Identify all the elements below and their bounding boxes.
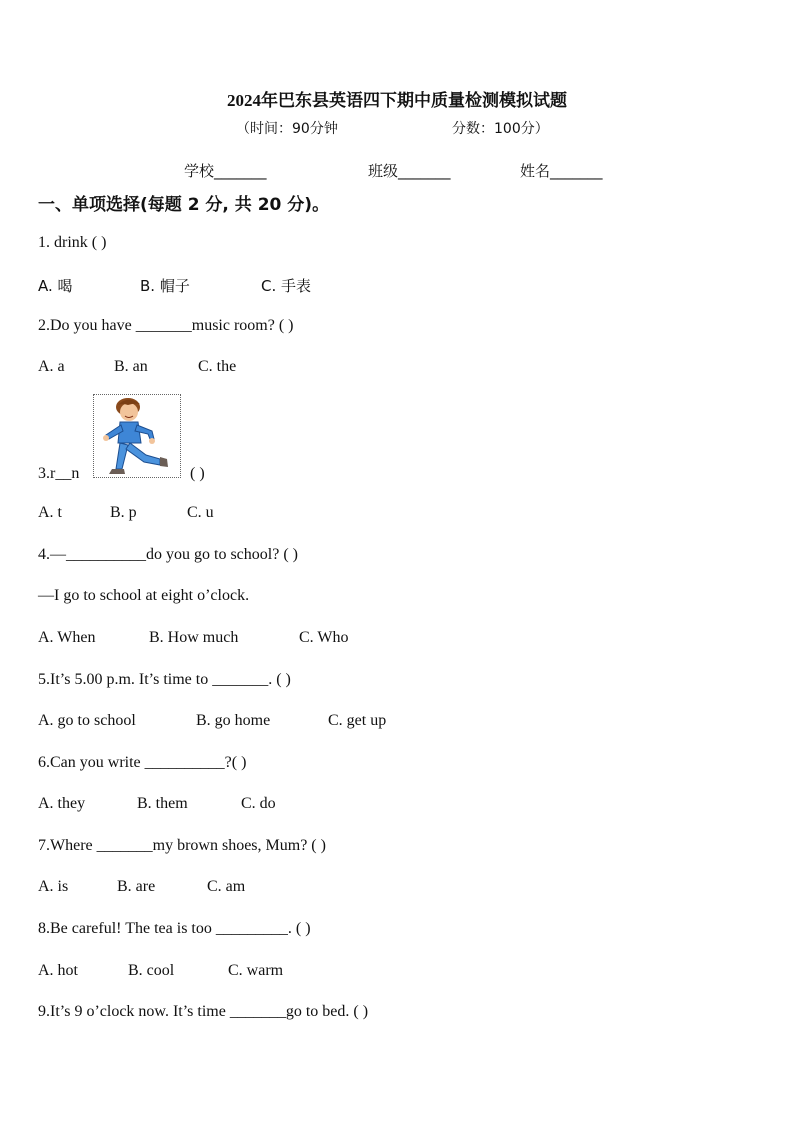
question-7-option-c: C. am: [207, 878, 246, 895]
question-5-option-c: C. get up: [328, 712, 387, 729]
question-6-option-b: B. them: [137, 795, 188, 812]
exam-time: （时间：90分钟: [236, 121, 338, 137]
question-6-option-c: C. do: [241, 795, 276, 812]
question-4-option-a: A. When: [38, 629, 96, 646]
name-field: 姓名_______: [520, 162, 603, 180]
question-3-option-b: B. p: [110, 504, 137, 521]
class-field: 班级_______: [368, 162, 451, 180]
question-4-stem: 4.—__________do you go to school? ( ): [38, 546, 298, 563]
question-3-blank: ( ): [190, 465, 205, 482]
question-6-stem: 6.Can you write __________?( ): [38, 754, 247, 771]
question-5-option-a: A. go to school: [38, 712, 136, 729]
school-field: 学校_______: [184, 162, 267, 180]
question-7-option-b: B. are: [117, 878, 156, 895]
section-heading: 一、单项选择(每题 2 分, 共 20 分)。: [38, 195, 330, 215]
question-7-option-a: A. is: [38, 878, 69, 895]
question-5-option-b: B. go home: [196, 712, 271, 729]
question-2-option-c: C. the: [198, 358, 237, 375]
question-8-option-a: A. hot: [38, 962, 78, 979]
question-4-option-c: C. Who: [299, 629, 349, 646]
question-9-stem: 9.It’s 9 o’clock now. It’s time _______go to bed. ( ): [38, 1003, 369, 1020]
question-5-stem: 5.It’s 5.00 p.m. It’s time to _______. ( ): [38, 671, 291, 688]
question-2-stem: 2.Do you have _______music room? ( ): [38, 317, 294, 334]
question-8-stem: 8.Be careful! The tea is too _________. ( ): [38, 920, 311, 937]
question-2-option-a: A. a: [38, 358, 65, 375]
question-6-option-a: A. they: [38, 795, 86, 812]
running-boy-icon: [94, 395, 180, 477]
question-2-option-b: B. an: [114, 358, 148, 375]
exam-score: 分数：100分）: [452, 121, 549, 137]
question-4-option-b: B. How much: [149, 629, 239, 646]
question-7-stem: 7.Where _______my brown shoes, Mum? ( ): [38, 837, 326, 854]
question-3-option-a: A. t: [38, 504, 62, 521]
question-3-option-c: C. u: [187, 504, 214, 521]
question-1-option-b: B. 帽子: [140, 277, 190, 295]
question-8-option-c: C. warm: [228, 962, 284, 979]
page-title: 2024年巴东县英语四下期中质量检测模拟试题: [227, 91, 567, 110]
question-1-stem: 1. drink ( ): [38, 234, 107, 251]
question-1-option-c: C. 手表: [261, 277, 312, 295]
running-boy-image: [93, 394, 181, 478]
question-1-option-a: A. 喝: [38, 277, 73, 295]
question-4-answer-line: —I go to school at eight o’clock.: [38, 587, 250, 604]
question-3-stem: 3.r__n: [38, 465, 80, 482]
question-8-option-b: B. cool: [128, 962, 175, 979]
